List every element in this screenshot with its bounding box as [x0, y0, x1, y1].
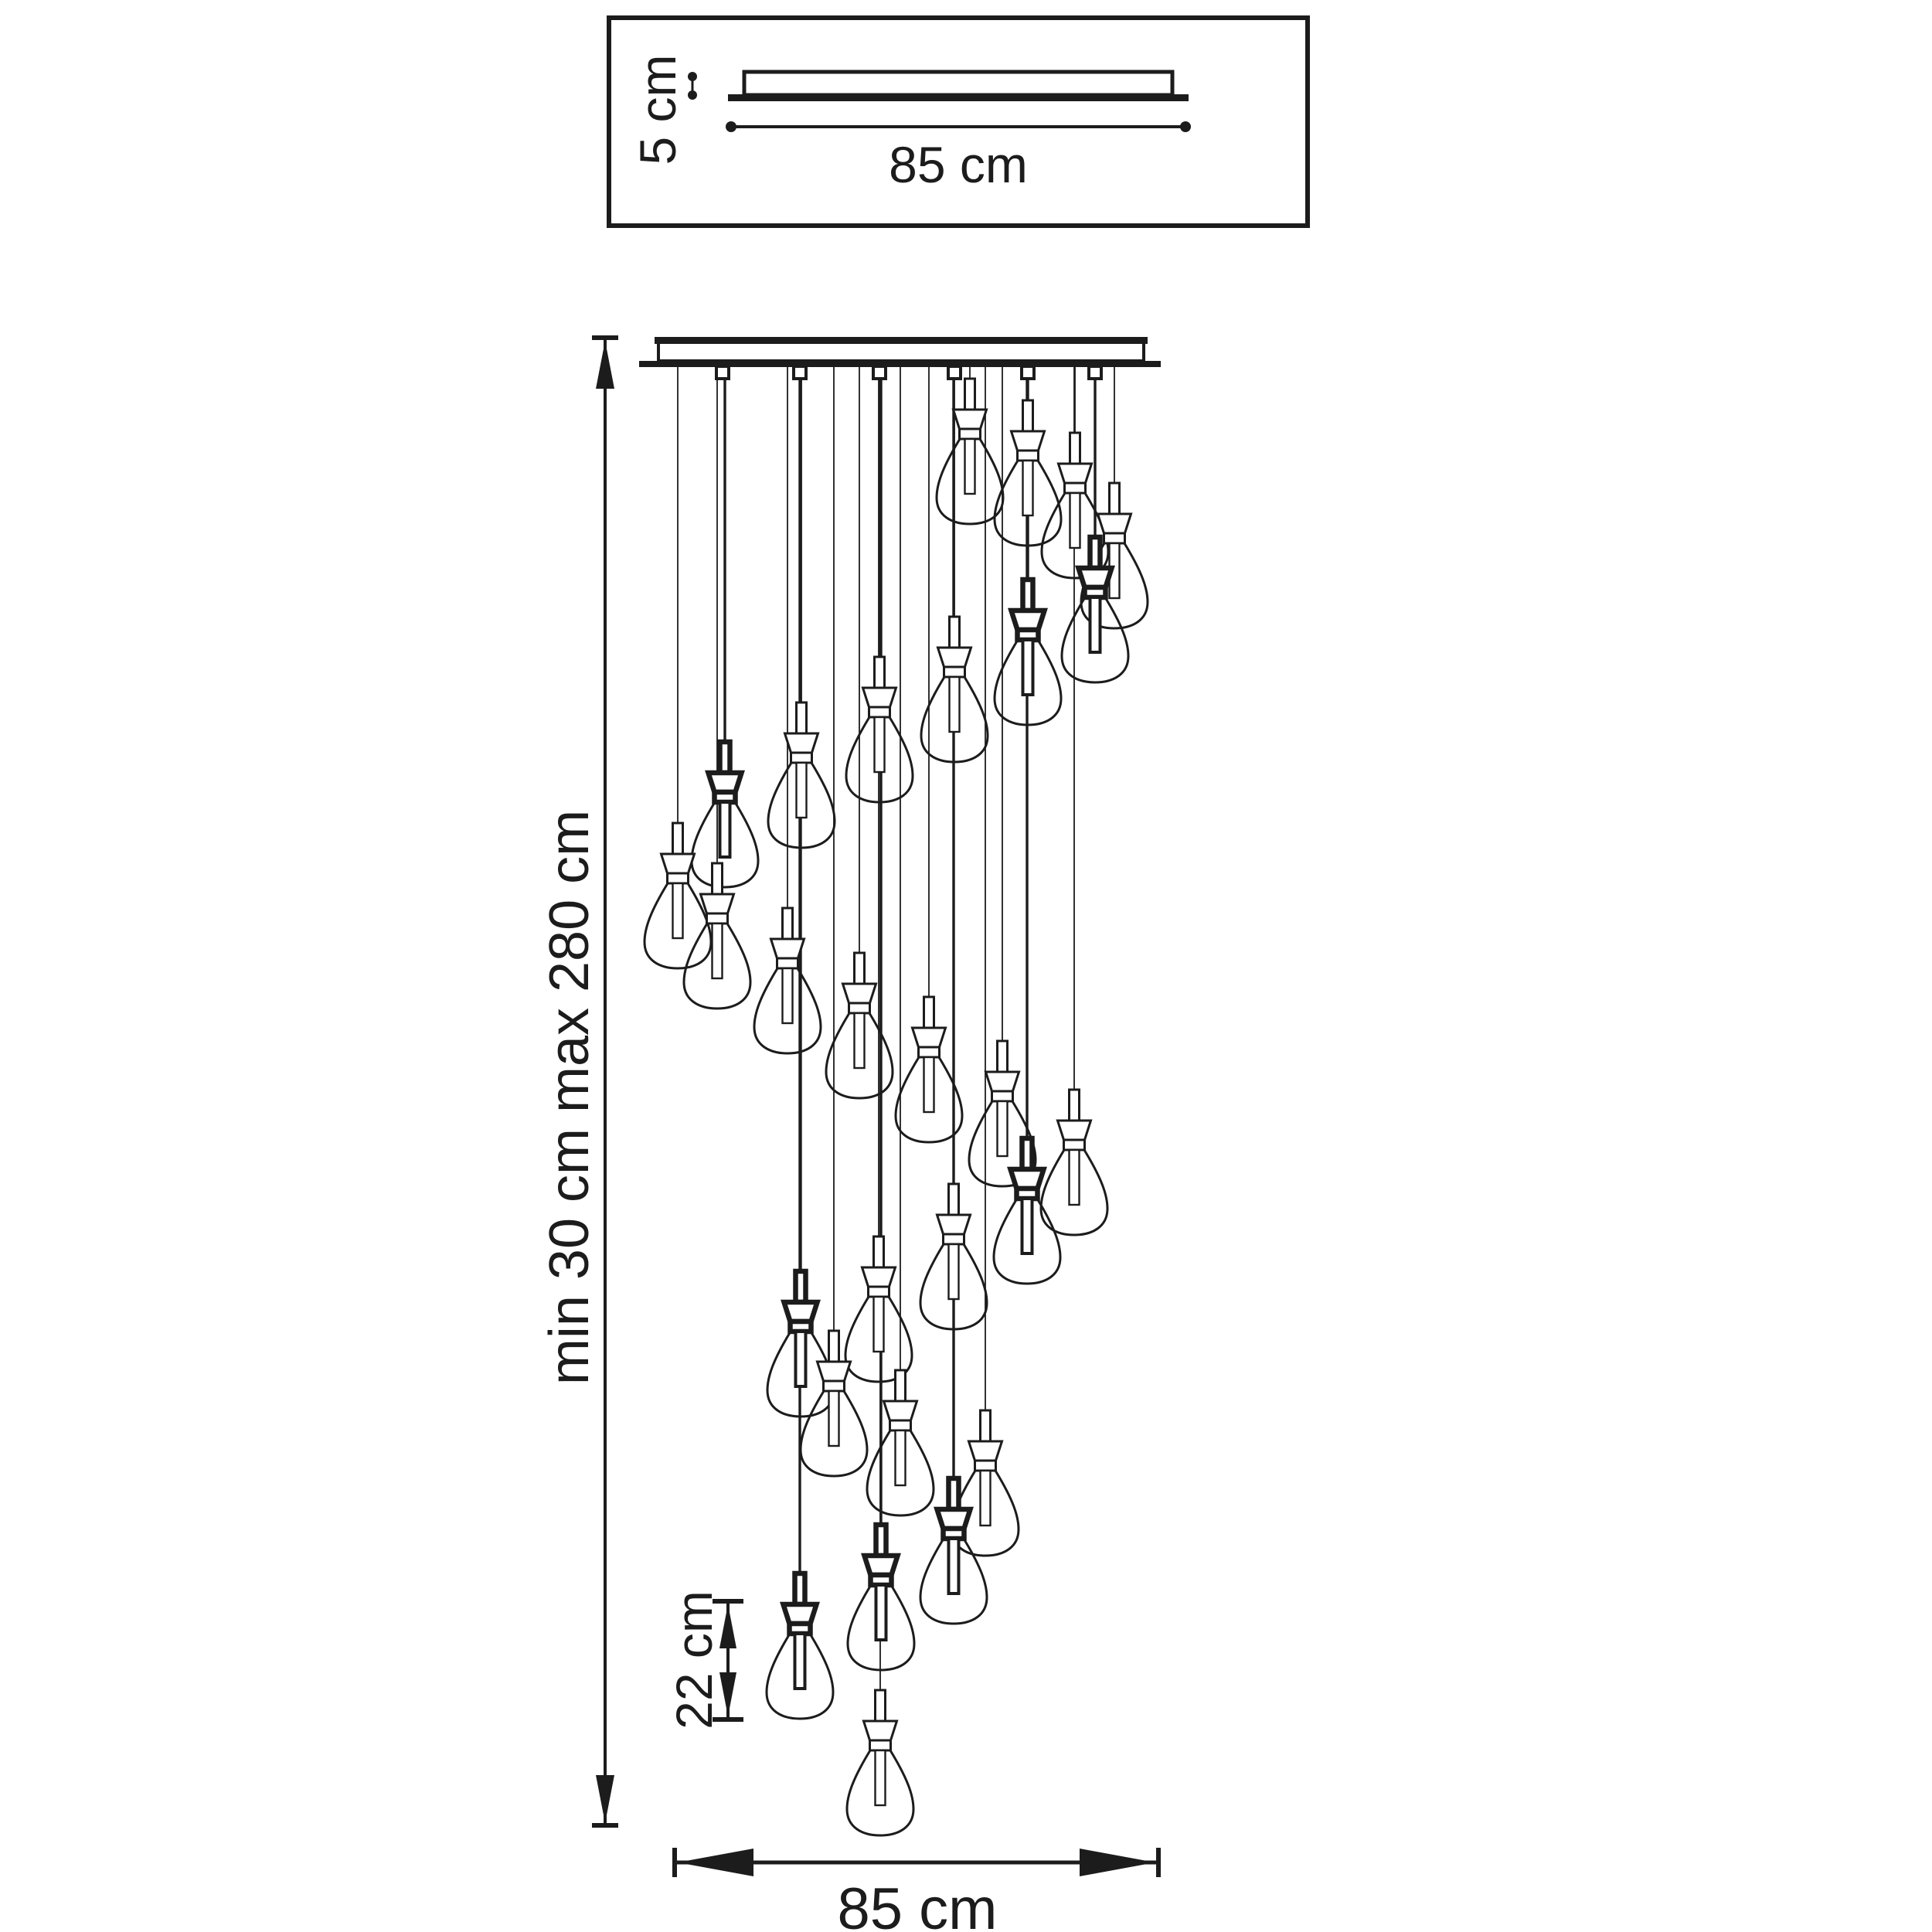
bulb-stem [1023, 580, 1033, 611]
bulb-cone [1058, 1121, 1091, 1140]
bulb-stem [1090, 537, 1100, 568]
bulb-stem [949, 1184, 959, 1215]
bulb-stem [797, 702, 807, 733]
bulb-band [960, 429, 981, 439]
canopy-body [744, 72, 1172, 95]
bulb-tube [720, 802, 730, 857]
wire-hanger [948, 366, 961, 379]
bulb-band [870, 1740, 891, 1750]
bulb-cone [969, 1441, 1002, 1461]
pendant-bulb [845, 1236, 912, 1382]
bulb-band [944, 667, 965, 677]
bulb-tube [950, 677, 960, 732]
bulb-stem [950, 617, 960, 648]
bulb-stem [874, 1236, 884, 1267]
shade-height-label: 22 cm [665, 1590, 723, 1730]
bulb-tube [924, 1057, 934, 1112]
bulb-cone [785, 733, 818, 753]
bulb-cone [1011, 1169, 1044, 1189]
bulb-tube [876, 1585, 886, 1640]
bulb-stem [796, 1271, 806, 1302]
bulb-band [824, 1381, 845, 1391]
bulb-cone [1098, 514, 1131, 533]
bulb-cone [937, 1215, 971, 1234]
bulb-tube [797, 763, 807, 818]
bulb-cone [843, 984, 876, 1003]
bulb-tube [1023, 461, 1033, 515]
pendant-bulb [848, 1525, 914, 1670]
bulb-cone [864, 1721, 897, 1740]
bulb-cone [1012, 431, 1045, 451]
bulb-stem [876, 1690, 886, 1721]
bulb-cone [913, 1028, 946, 1047]
bulb-cone [884, 1401, 917, 1420]
bulb-stem [720, 742, 730, 773]
bulb-tube [713, 923, 723, 978]
bulb-stem [949, 1478, 959, 1509]
bulb-band [944, 1234, 964, 1244]
bulb-tube [1070, 1150, 1080, 1205]
bulb-tube [795, 1634, 805, 1689]
bulb-band [890, 1420, 911, 1430]
pendant-bulb [826, 953, 893, 1098]
pendant-bulb [754, 908, 821, 1053]
height-dimension-arrow-up [596, 341, 614, 389]
bulb-tube [981, 1471, 991, 1526]
plate-width-label: 85 cm [889, 136, 1028, 193]
bulb-tube [949, 1244, 959, 1299]
bulb-band [1064, 1140, 1085, 1150]
bulb-tube [998, 1101, 1008, 1156]
front-view [539, 337, 1161, 1932]
pendant-bulb [896, 997, 962, 1142]
bulb-cone [662, 854, 695, 873]
bulb-stem [673, 823, 683, 854]
bulb-band [707, 913, 728, 923]
bulb-band [668, 873, 689, 883]
bulb-band [869, 1287, 889, 1297]
wire-hanger [716, 366, 729, 379]
pendant-bulb [937, 379, 1003, 524]
bulb-cone [862, 1267, 896, 1287]
panel-border [609, 18, 1308, 226]
bulb-tube [876, 1750, 886, 1805]
bulb-stem [924, 997, 934, 1028]
bulb-stem [981, 1410, 991, 1441]
overall-width-dimension [675, 1848, 1158, 1877]
plate-width-dot-left [726, 121, 736, 132]
bulb-cone [784, 1302, 818, 1321]
pendant-bulb [1041, 1090, 1107, 1235]
bulb-stem [783, 908, 793, 939]
bulb-tube [949, 1539, 959, 1594]
bulb-cone [863, 688, 896, 707]
pendant-bulb [846, 657, 913, 802]
bulb-stem [896, 1370, 906, 1401]
bulb-cone [818, 1362, 851, 1381]
bulb-tube [874, 1297, 884, 1352]
bulb-tube [796, 1332, 806, 1386]
bulb-cone [954, 410, 987, 429]
bulb-stem [1070, 433, 1080, 464]
bulb-band [919, 1047, 940, 1057]
overall-width-arrow-left [678, 1849, 753, 1876]
bulb-stem [855, 953, 865, 984]
bulb-band [777, 958, 798, 968]
bulb-band [1065, 483, 1086, 493]
wire-hanger [1022, 366, 1034, 379]
pendant-bulb [994, 1138, 1060, 1284]
plate-width-dimension [726, 121, 1191, 132]
wire-hangers [716, 366, 1101, 379]
bulb-stem [876, 1525, 886, 1556]
bulb-stem [1022, 1138, 1032, 1169]
bulb-band [791, 753, 812, 763]
height-dimension-label: min 30 cm max 280 cm [539, 809, 600, 1386]
wire-hanger [1089, 366, 1101, 379]
bulb-stem [1023, 400, 1033, 431]
overall-width-arrow-right [1080, 1849, 1155, 1876]
bulb-cone [1012, 611, 1045, 630]
bulb-cone [771, 939, 804, 958]
pendant-bulb [847, 1690, 913, 1835]
bulb-tube [965, 439, 975, 494]
bulb-cone [937, 1509, 971, 1529]
plate-height-dot-bottom [688, 90, 697, 100]
bulb-tube [1022, 1199, 1032, 1253]
overall-width-label: 85 cm [837, 1876, 998, 1932]
pendant-bulb [767, 1573, 833, 1719]
bulb-cone [986, 1072, 1019, 1091]
bulb-stem [875, 657, 885, 688]
height-dimension-arrow-down [596, 1775, 614, 1823]
bulb-cone [701, 894, 734, 913]
bulb-band [1104, 533, 1125, 543]
suspension-wires [678, 366, 1114, 1690]
bulb-band [849, 1003, 870, 1013]
plate-height-indicator [688, 72, 697, 100]
bulb-tube [1090, 597, 1100, 652]
bulb-band [869, 707, 890, 717]
bulb-cone [1079, 568, 1112, 587]
bulb-band [975, 1461, 996, 1471]
bulb-tube [1070, 493, 1080, 548]
pendant-bulb [801, 1331, 867, 1476]
wire-hanger [873, 366, 886, 379]
bulb-stem [998, 1041, 1008, 1072]
bulb-stem [829, 1331, 839, 1362]
canopy-side-view [728, 72, 1189, 101]
bulb-stem [713, 863, 723, 894]
bulb-tube [855, 1013, 865, 1068]
bulb-band [1018, 451, 1039, 461]
bulb-band [992, 1091, 1013, 1101]
bulb-stem [1070, 1090, 1080, 1121]
bulb-tube [1023, 640, 1033, 695]
canopy-bar-top-edge [655, 337, 1148, 344]
bulb-cone [938, 648, 971, 667]
bulb-cone [865, 1556, 898, 1575]
plate-height-label: 5 cm [629, 54, 686, 165]
bulb-tube [875, 717, 885, 772]
bulb-stem [965, 379, 975, 410]
pendant-bulb [692, 742, 758, 887]
bulb-tube [829, 1391, 839, 1446]
bulb-cone [709, 773, 742, 792]
bulb-stem [795, 1573, 805, 1604]
pendant-bulb [867, 1370, 934, 1515]
bulb-stem [1110, 483, 1120, 514]
bulb-cone [784, 1604, 817, 1624]
top-view-panel [609, 18, 1308, 226]
bulb-tube [783, 968, 793, 1023]
wire-hanger [794, 366, 806, 379]
plate-width-dot-right [1180, 121, 1191, 132]
bulb-cone [1059, 464, 1092, 483]
canopy-base [728, 94, 1189, 101]
bulb-tube [673, 883, 683, 938]
bulb-tube [896, 1430, 906, 1485]
plate-height-dot-top [688, 72, 697, 81]
